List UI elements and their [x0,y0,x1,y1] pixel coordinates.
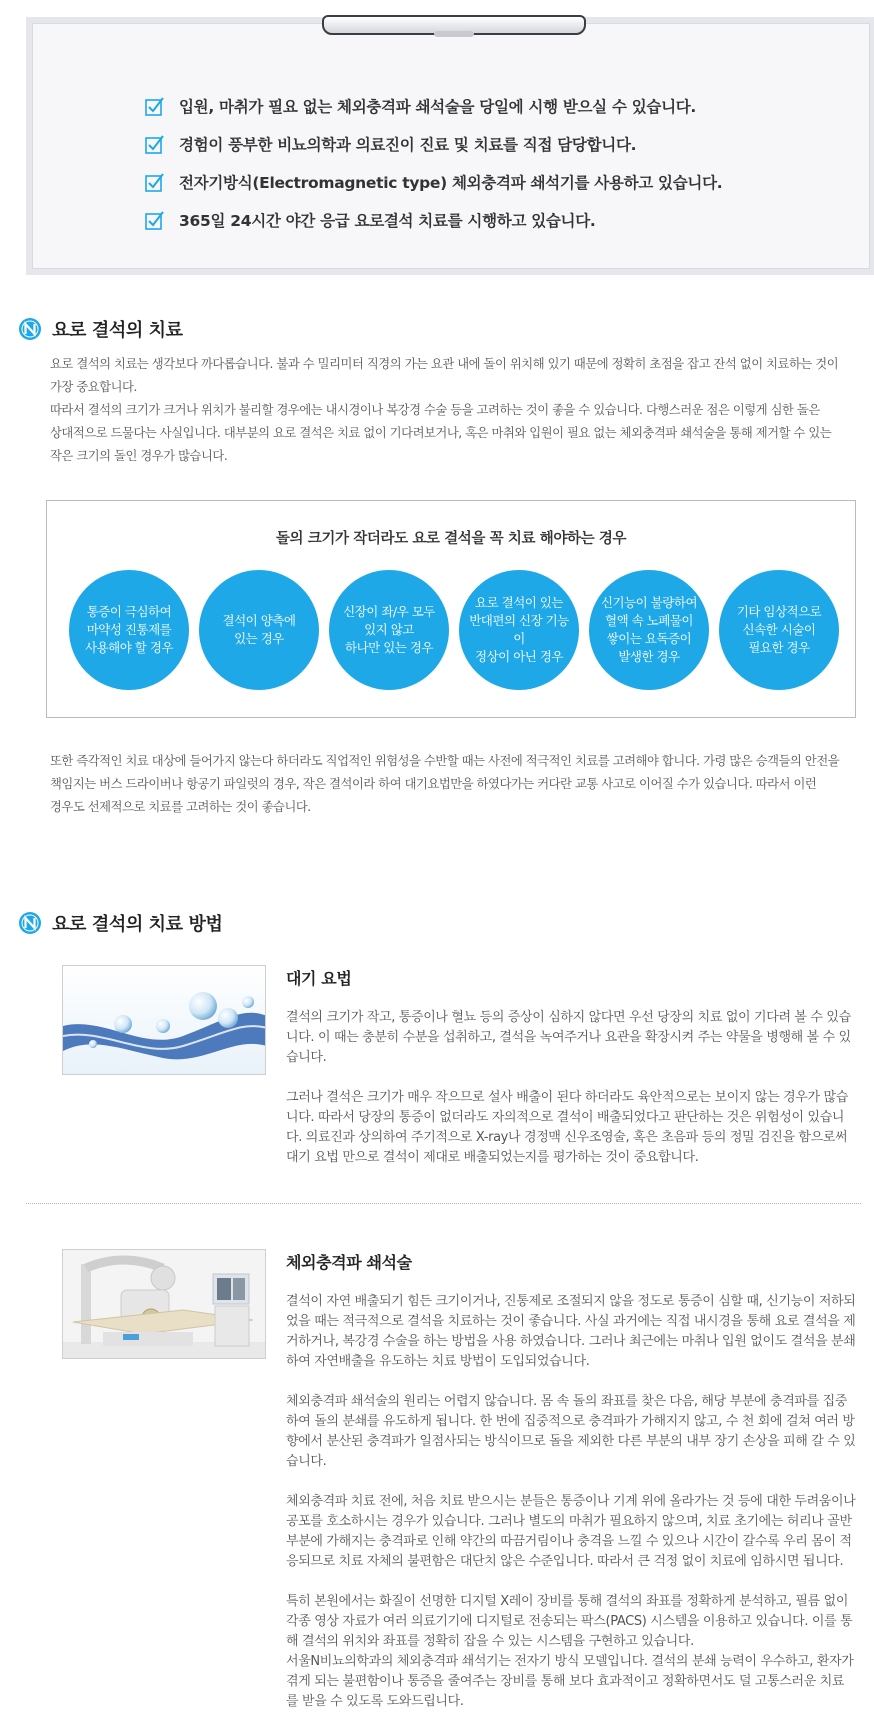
text-line: 따라서 결석의 크기가 크거나 위치가 불리할 경우에는 내시경이나 복강경 수술 등을 고려하는 것이 좋을 수 있습니다. 다행스러운 점은 이렇게 심한 돌은 [50,403,820,417]
checkbox-checked-icon [145,210,165,230]
paragraph: 결석이 자연 배출되기 힘든 크기이거나, 진통제로 조절되지 않을 정도로 통증이 심할 때, 신기능이 저하되었을 때는 적극적으로 결석을 치료하는 것이 좋습니다. 사실 과거에는 직접 내시경을 통해 요로 결석을 제거하거나, 복강경 수술을 하는 방법을 사용 하였습니다. 그러나 최근에는 마취나 입원 없이도 결석을 분쇄하여 자연배출을 유도하는 치료 방법이 도입되었습니다. [286,1294,856,1369]
checklist-item [145,201,722,239]
checkbox-checked-icon [145,134,165,154]
cases-title: 돌의 크기가 작더라도 요로 결석을 꼭 치료 해야하는 경우 [275,531,627,547]
checkbox-checked-icon [145,96,165,116]
text-line: 가장 중요합니다. [50,380,137,394]
must-treat-cases-box [46,500,856,718]
section-title: 요로 결석의 치료 방법 [52,914,223,935]
clipboard-board [32,23,870,269]
method-title-waiting: 대기 요법 [286,969,352,988]
case-circle: 신장이 좌/우 모두 있지 않고 하나만 있는 경우 [329,570,449,690]
text-line: 요로 결석의 치료는 생각보다 까다롭습니다. 불과 수 밀리미터 직경의 가는 요관 내에 돌이 위치해 있기 때문에 정확히 초점을 잡고 잔석 없이 치료하는 것이 [50,357,839,371]
text-line: 상대적으로 드물다는 사실입니다. 대부분의 요로 결석은 치료 없이 기다려보거나, 혹은 마취와 입원이 필요 없는 체외충격파 쇄석술을 통해 제거할 수 있는 [50,426,832,440]
text-line: 경우도 선제적으로 치료를 고려하는 것이 좋습니다. [50,800,311,814]
case-circle: 신기능이 불량하여 혈액 속 노폐물이 쌓이는 요독증이 발생한 경우 [589,570,709,690]
n-logo-icon [18,317,42,341]
clipboard-panel [26,17,874,275]
section-title: 요로 결석의 치료 [52,320,183,341]
n-logo-icon [18,911,42,935]
water-droplets-image [62,965,266,1075]
method-title-eswl: 체외충격파 쇄석술 [286,1253,412,1272]
text-line: 또한 즉각적인 치료 대상에 들어가지 않는다 하더라도 직업적인 위험성을 수반할 때는 사전에 적극적인 치료를 고려해야 합니다. 가령 많은 승객들의 안전을 [50,754,840,768]
case-circle: 통증이 극심하여 마약성 진통제를 사용해야 할 경우 [69,570,189,690]
clipboard-clip [322,15,586,35]
paragraph: 체외충격파 치료 전에, 처음 치료 받으시는 분들은 통증이나 기계 위에 올라가는 것 등에 대한 두려움이나 공포를 호소하시는 경우가 있습니다. 그러나 별도의 마취가 필요하지 않으며, 치료 초기에는 허리나 골반 부분에 가해지는 충격파로 인해 약간의 따끔거림이나 충격을 느낄 수 있으나 시간이 갈수록 우리 몸이 적응되므로 치료 자체의 불편함은 대단치 않은 수준입니다. 따라서 큰 걱정 없이 치료에 임하시면 됩니다. [286,1494,856,1569]
case-circle: 기타 임상적으로 신속한 시술이 필요한 경우 [719,570,839,690]
checklist-text: 경험이 풍부한 비뇨의학과 의료진이 진료 및 치료를 직접 담당합니다. [179,136,637,154]
paragraph: 그러나 결석은 크기가 매우 작으므로 설사 배출이 된다 하더라도 육안적으로는 보이지 않는 경우가 많습니다. 따라서 당장의 통증이 없더라도 자의적으로 결석이 배출되었다고 판단하는 것은 위험성이 있습니다. 의료진과 상의하여 주기적으로 X-ray나 경정맥 신우조영술, 혹은 초음파 등의 정밀 검진을 함으로써 대기 요법 만으로 결석이 제대로 배출되었는지를 평가하는 것이 중요합니다. [286,1090,848,1165]
checklist-text: 전자기방식(Electromagnetic type) 체외충격파 쇄석기를 사용하고 있습니다. [179,174,723,192]
after-cases-text [50,750,850,819]
method-text-eswl [286,1292,856,1731]
paragraph: 결석의 크기가 작고, 통증이나 혈뇨 등의 증상이 심하지 않다면 우선 당장의 치료 없이 기다려 볼 수 있습니다. 이 때는 충분히 수분을 섭취하고, 결석을 녹여주거나 요관을 확장시켜 주는 약물을 병행해 볼 수 있습니다. [286,1010,851,1065]
text-line: 책임지는 버스 드라이버나 항공기 파일럿의 경우, 작은 결석이라 하여 대기요법만을 하였다가는 커다란 교통 사고로 이어질 수가 있습니다. 따라서 이런 [50,777,817,791]
section-heading-treatment [18,316,183,342]
paragraph: 특히 본원에서는 화질이 선명한 디지털 X레이 장비를 통해 결석의 좌표를 정확하게 분석하고, 필름 없이 각종 영상 자료가 여러 의료기기에 디지털로 전송되는 팍스(PACS) 시스템을 이용하고 있습니다. 이를 통해 결석의 위치와 좌표를 정확히 잡을 수 있는 시스템을 구현하고 있습니다. [286,1594,853,1649]
checkbox-checked-icon [145,172,165,192]
case-circle: 요로 결석이 있는 반대편의 신장 기능이 정상이 아닌 경우 [459,570,579,690]
checklist-text: 365일 24시간 야간 응급 요로결석 치료를 시행하고 있습니다. [179,212,596,230]
checklist-item [145,125,722,163]
paragraph: 서울N비뇨의학과의 체외충격파 쇄석기는 전자기 방식 모델입니다. 결석의 분쇄 능력이 우수하고, 환자가 겪게 되는 불편함이나 통증을 줄여주는 장비를 통해 보다 효과적이고 정확하면서도 덜 고통스러운 치료를 받을 수 있도록 도와드립니다. [286,1654,854,1709]
lithotripter-machine-image [62,1249,266,1359]
checklist-item [145,163,722,201]
case-circle: 결석이 양측에 있는 경우 [199,570,319,690]
text-line: 작은 크기의 돌인 경우가 많습니다. [50,449,228,463]
method-text-waiting [286,1008,856,1188]
checklist-item [145,87,722,125]
section-heading-methods [18,910,223,936]
treatment-intro-text [50,353,850,468]
feature-checklist [145,87,722,239]
checklist-text: 입원, 마취가 필요 없는 체외충격파 쇄석술을 당일에 시행 받으실 수 있습니다. [179,98,697,116]
paragraph: 체외충격파 쇄석술의 원리는 어렵지 않습니다. 몸 속 돌의 좌표를 찾은 다음, 해당 부분에 충격파를 집중하여 돌의 분쇄를 유도하게 됩니다. 한 번에 집중적으로 충격파가 가해지지 않고, 수 천 회에 걸쳐 여러 방향에서 분산된 충격파가 일점사되는 방식이므로 돌을 제외한 다른 부분의 내부 장기 손상을 피해 갈 수 있습니다. [286,1394,856,1469]
dotted-divider [26,1203,861,1204]
